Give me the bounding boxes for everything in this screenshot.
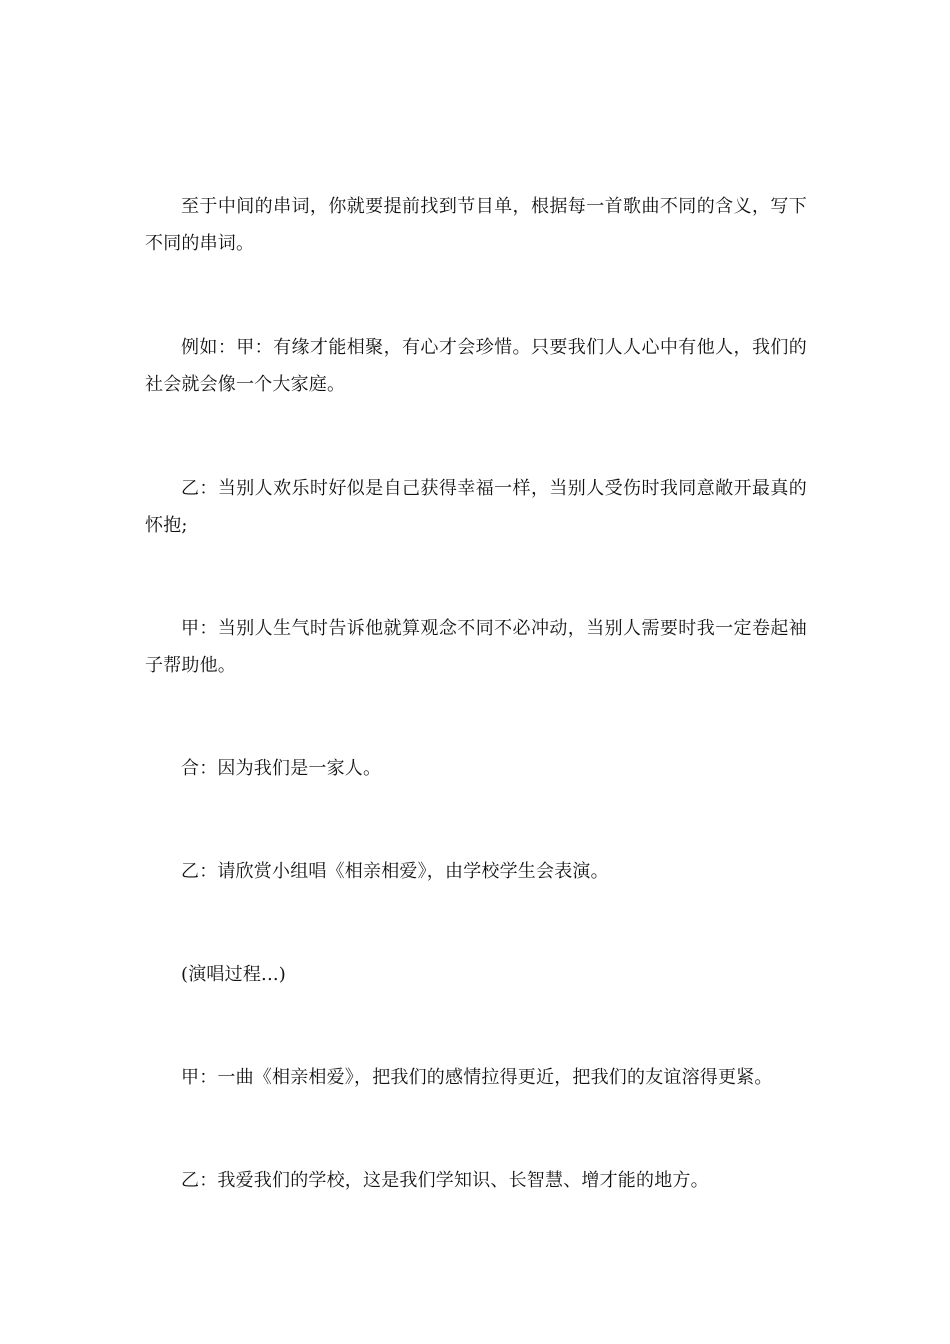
- paragraph-yi-1: 乙：当别人欢乐时好似是自己获得幸福一样，当别人受伤时我同意敞开最真的怀抱;: [145, 478, 807, 536]
- paragraph-performance-note: (演唱过程...): [181, 964, 287, 985]
- paragraph-yi-2: 乙：请欣赏小组唱《相亲相爱》，由学校学生会表演。: [181, 861, 609, 882]
- paragraph-yi-3: 乙：我爱我们的学校，这是我们学知识、长智慧、增才能的地方。: [181, 1170, 709, 1191]
- paragraph-jia-3: 甲：一曲《相亲相爱》，把我们的感情拉得更近，把我们的友谊溶得更紧。: [181, 1067, 773, 1088]
- paragraph-host-script-intro: 至于中间的串词，你就要提前找到节目单，根据每一首歌曲不同的含义，写下不同的串词。: [145, 196, 807, 254]
- paragraph-example-jia-1: 例如：甲：有缘才能相聚，有心才会珍惜。只要我们人人心中有他人，我们的社会就会像一个大家庭。: [145, 337, 807, 395]
- paragraph-jia-2: 甲：当别人生气时告诉他就算观念不同不必冲动，当别人需要时我一定卷起袖子帮助他。: [145, 618, 807, 676]
- paragraph-together: 合：因为我们是一家人。: [181, 758, 382, 779]
